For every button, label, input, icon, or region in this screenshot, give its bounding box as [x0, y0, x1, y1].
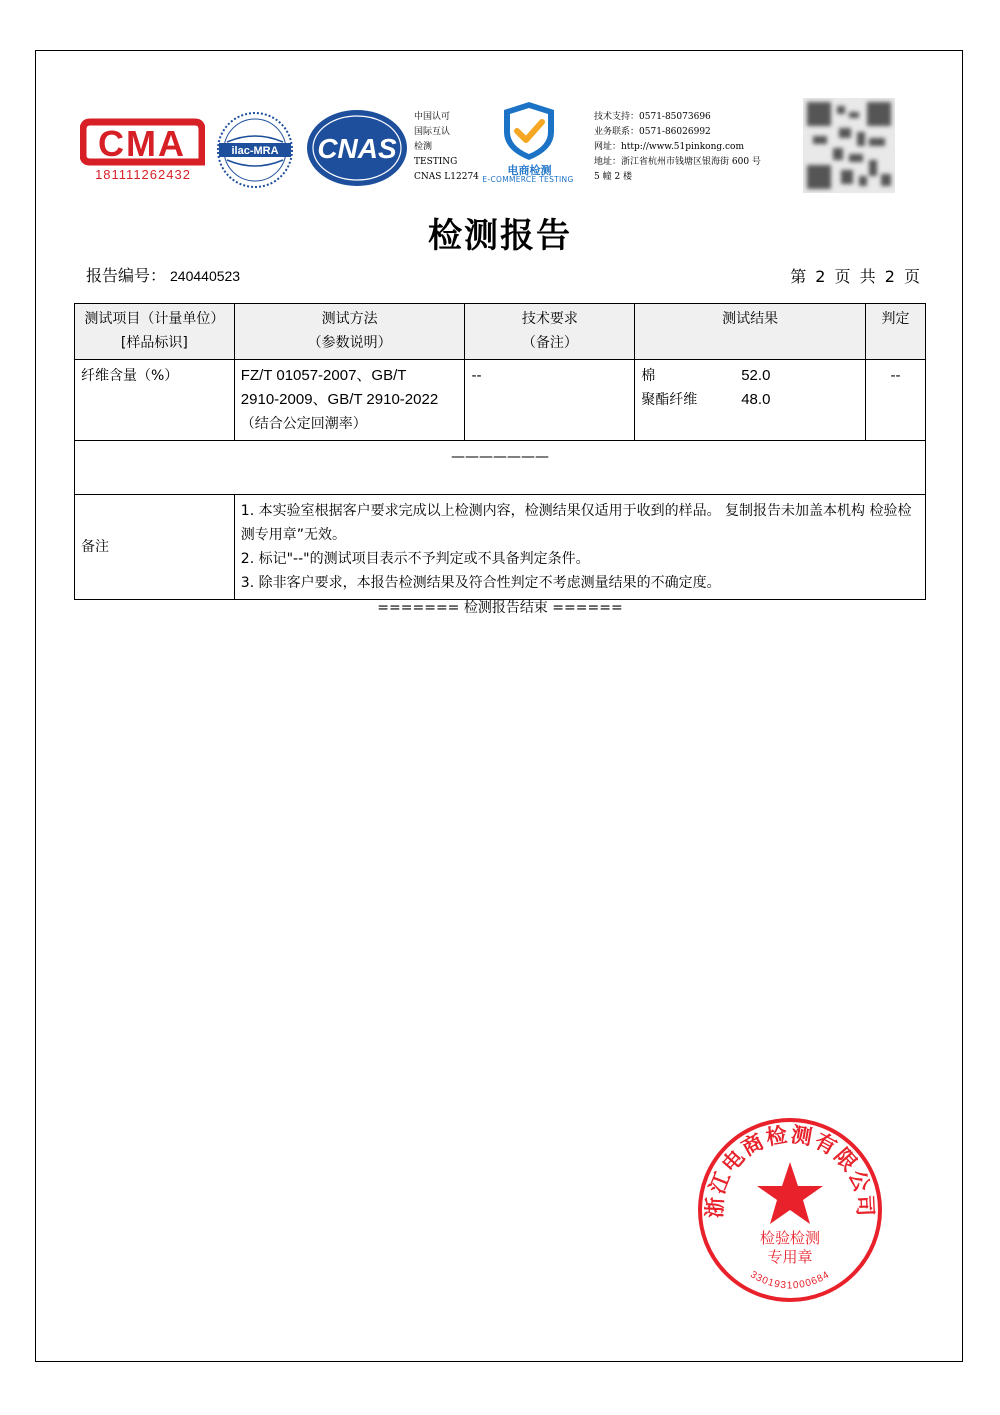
report-number-value: 240440523 [170, 268, 241, 284]
cell-method: FZ/T 01057-2007、GB/T 2910-2009、GB/T 2910-2022 （结合公定回潮率） [234, 360, 465, 441]
header-judgement: 判定 [866, 304, 926, 360]
cell-item: 纤维含量（%） [75, 360, 235, 441]
accreditation-text [414, 110, 479, 185]
table-row [75, 360, 926, 441]
notes-label: 备注 [75, 495, 235, 600]
result-line: 棉 52.0 [641, 367, 771, 384]
svg-text:3301931000684 [748, 1269, 832, 1291]
contact-row: 地址：浙江省杭州市钱塘区银海街 600 号 [594, 157, 761, 167]
header-method: 测试方法 （参数说明） [234, 304, 465, 360]
cell-requirement: -- [465, 360, 635, 441]
report-number-label: 报告编号： [86, 266, 167, 285]
ilac-mra-logo [215, 110, 295, 190]
page-info: 第 2 页 共 2 页 [790, 267, 922, 286]
contact-row: 技术支持：0571-85073696 [594, 112, 711, 122]
ecommerce-cn-text: 电商检测 [507, 164, 552, 177]
ilac-text: ilac-MRA [231, 145, 279, 157]
cell-result [635, 360, 866, 441]
separator-row [75, 441, 926, 495]
ecommerce-en-text: E-COMMERCE TESTING [482, 175, 574, 184]
note-item: 3. 除非客户要求，本报告检测结果及符合性判定不考虑测量结果的不确定度。 [240, 575, 721, 591]
qr-code-icon [803, 98, 895, 193]
acc-line: 检测 [414, 142, 433, 152]
separator-line: ——————— [75, 441, 926, 495]
contact-row: 网址：http://www.51pinkong.com [594, 142, 744, 152]
header-result: 测试结果 [635, 304, 866, 360]
report-title: 检测报告 [428, 216, 572, 256]
note-item: 1. 本实验室根据客户要求完成以上检测内容，检测结果仅适用于收到的样品。 复制报告未加盖本机构 检验检测专用章”无效。 [240, 503, 912, 543]
cnas-logo [305, 108, 410, 188]
cma-letters: CMA [98, 123, 186, 164]
seal-line1: 检验检测 [759, 1229, 821, 1247]
acc-line: 中国认可 [414, 112, 451, 122]
report-end-marker: ======= 检测报告结束 ====== [377, 600, 623, 616]
seal-line2: 专用章 [767, 1248, 813, 1266]
result-line: 聚酯纤维 48.0 [641, 391, 771, 408]
official-seal [690, 1110, 890, 1310]
note-item: 2. 标记"--"的测试项目表示不予判定或不具备判定条件。 [240, 551, 590, 567]
acc-line: CNAS L12274 [414, 172, 479, 182]
seal-number: 3301931000684 [748, 1269, 832, 1292]
cell-judgement: -- [866, 360, 926, 441]
report-number [86, 263, 240, 286]
acc-line: 国际互认 [414, 127, 451, 137]
contact-row: 业务联系：0571-86026992 [594, 127, 711, 137]
seal-company: 浙江电商检测有限公司 [702, 1122, 878, 1219]
header-requirement: 技术要求 （备注） [465, 304, 635, 360]
cma-number: 181111262432 [95, 167, 191, 182]
cnas-text: CNAS [317, 133, 397, 164]
acc-line: TESTING [414, 157, 458, 167]
contact-info [594, 110, 761, 185]
header-item: 测试项目（计量单位） [样品标识] [75, 304, 235, 360]
table-header-row [75, 304, 926, 360]
results-table [74, 303, 926, 600]
notes-content [234, 495, 925, 600]
contact-row: 5 幢 2 楼 [594, 172, 633, 182]
notes-row [75, 495, 926, 600]
